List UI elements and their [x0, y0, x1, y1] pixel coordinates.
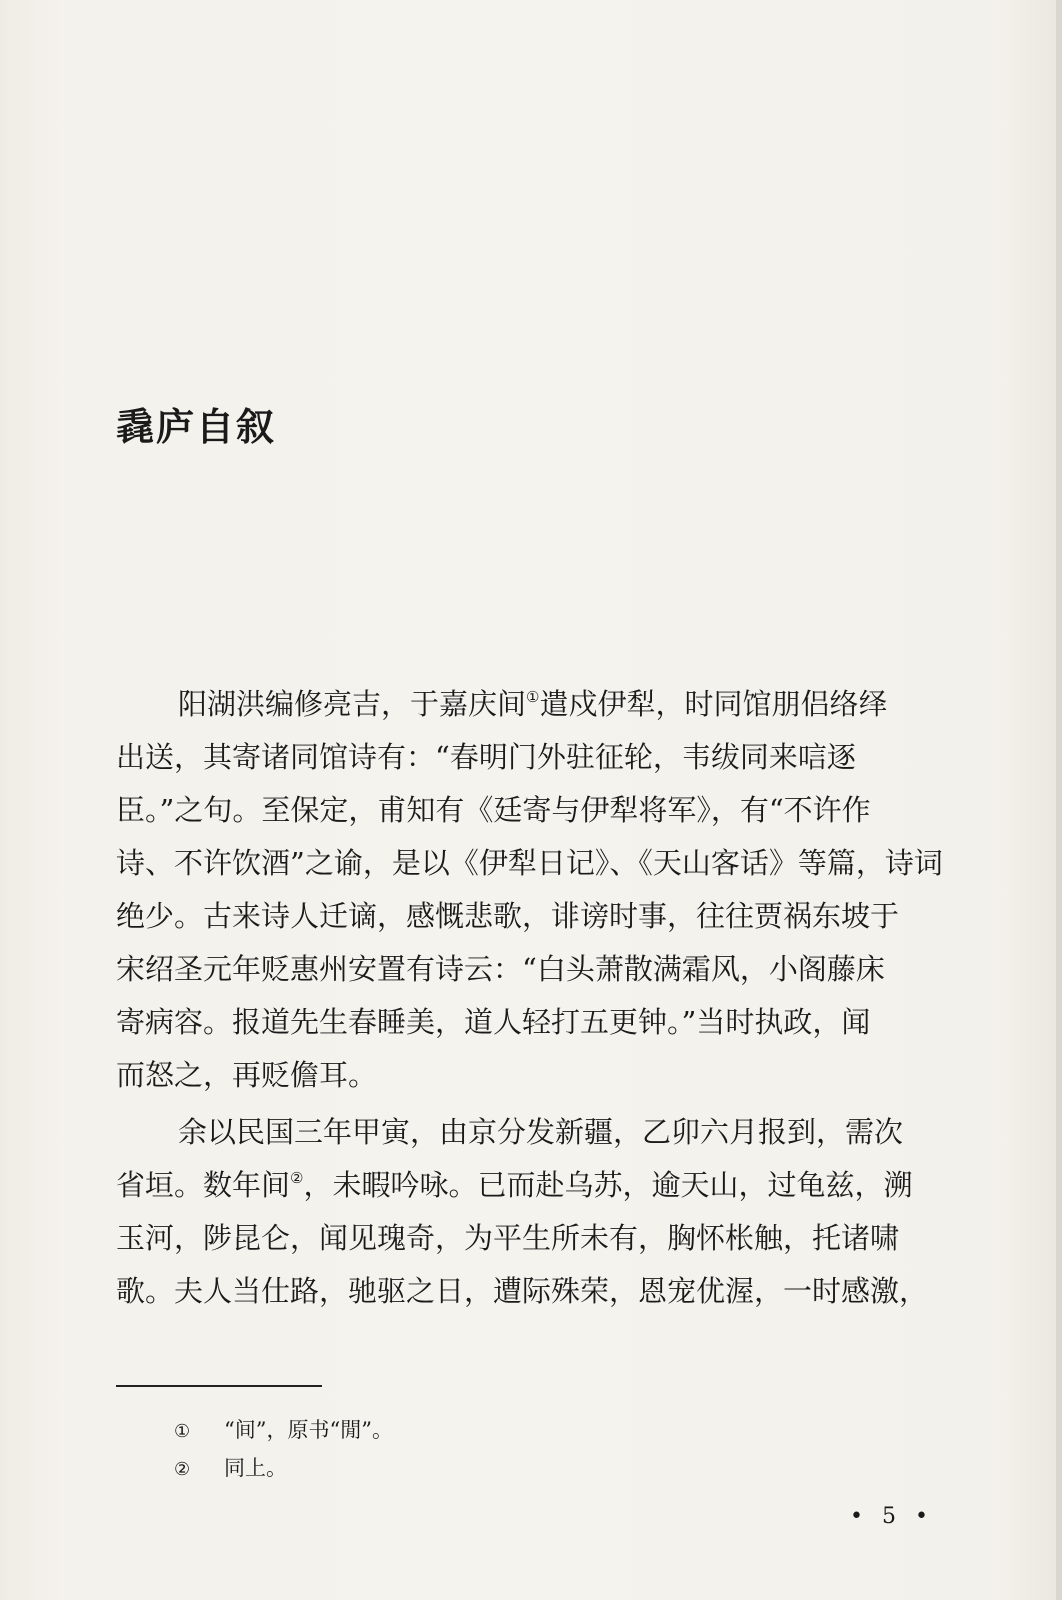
text-line: 绝少。古来诗人迁谪，感慨悲歌，诽谤时事，往往贾祸东坡于	[116, 899, 900, 933]
text-line: 出送，其寄诸同馆诗有：“春明门外驻征轮，韦绂同来唁逐	[116, 740, 856, 774]
footnote-text: 同上。	[224, 1456, 287, 1480]
footnote-1	[174, 1412, 874, 1450]
footnote-ref-2[interactable]: ②	[290, 1169, 304, 1187]
text-line: 歌。夫人当仕路，驰驱之日，遭际殊荣，恩宠优渥，一时感激，	[116, 1274, 929, 1308]
paragraph-2	[116, 1106, 956, 1318]
text-line: 臣。”之句。至保定，甫知有《廷寄与伊犁将军》，有“不许作	[116, 793, 871, 827]
footnote-text: “间”，原书“閒”。	[224, 1418, 393, 1442]
text-line: 玉河，陟昆仑，闻见瑰奇，为平生所未有，胸怀枨触，托诸啸	[116, 1221, 900, 1255]
text-line: 余以民国三年甲寅，由京分发新疆，乙卯六月报到，需次	[178, 1115, 904, 1149]
chapter-title: 毳庐自叙	[116, 404, 277, 449]
body-text	[116, 678, 956, 1322]
paragraph-1	[116, 678, 956, 1102]
text-line	[116, 678, 956, 731]
text-line: 而怒之，再贬儋耳。	[116, 1058, 378, 1092]
text-segment: ，未暇吟咏。已而赴乌苏，逾天山，过龟兹，溯	[303, 1168, 913, 1202]
footnote-ref-1[interactable]: ①	[526, 688, 540, 706]
text-segment: 省垣。数年间	[116, 1168, 291, 1202]
footnote-mark: ②	[174, 1459, 191, 1480]
text-line: 诗、不许饮酒”之谕，是以《伊犁日记》、《天山客话》等篇，诗词	[116, 846, 943, 880]
text-line: 宋绍圣元年贬惠州安置有诗云：“白头萧散满霜风，小阁藤床	[116, 952, 885, 986]
text-line	[116, 1159, 956, 1212]
footnotes	[174, 1412, 874, 1488]
text-line: 寄病容。报道先生春睡美，道人轻打五更钟。”当时执政，闻	[116, 1005, 871, 1039]
footnote-divider	[116, 1385, 322, 1387]
page-edge	[1056, 0, 1062, 1600]
page-number: • 5 •	[850, 1504, 934, 1529]
footnote-2	[174, 1450, 874, 1488]
text-segment: 遣戍伊犁，时同馆朋侣络绎	[539, 687, 888, 721]
footnote-mark: ①	[174, 1421, 191, 1442]
text-segment: 阳湖洪编修亮吉，于嘉庆间	[178, 687, 527, 721]
